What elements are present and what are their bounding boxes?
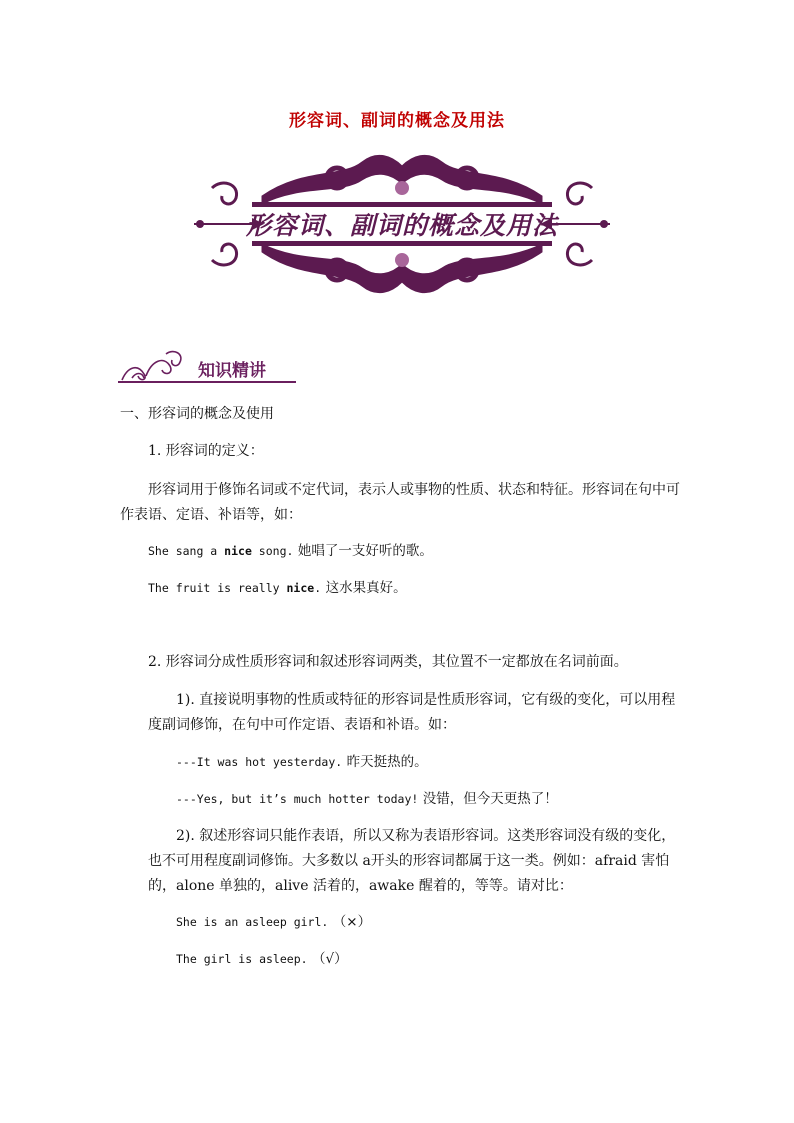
example-1-bold: nice: [224, 544, 252, 558]
dialog-2-english: ---Yes, but it’s much hotter today!: [176, 792, 419, 806]
subitem-1-line-2: 度副词修饰，在句中可作定语、表语和补语。如：: [148, 717, 456, 733]
example-2-translation: 这水果真好。: [325, 580, 407, 596]
dialog-line-1: [176, 755, 428, 769]
heading-adjective-concept: 一、形容词的概念及使用: [120, 406, 274, 422]
swirl-ornament-icon: [118, 346, 188, 384]
example-2-pre: The fruit is really: [148, 581, 287, 595]
example-2-post: .: [314, 581, 322, 595]
definition-line-2: 作表语、定语、补语等，如：: [120, 507, 302, 523]
example-1-translation: 她唱了一支好听的歌。: [297, 543, 433, 559]
item-adjective-types: 2. 形容词分成性质形容词和叙述形容词两类，其位置不一定都放在名词前面。: [148, 654, 628, 670]
wrong-mark: （×）: [332, 914, 372, 930]
dialog-1-english: ---It was hot yesterday.: [176, 755, 343, 769]
example-3-english: She is an asleep girl.: [176, 915, 329, 929]
dialog-1-translation: 昨天挺热的。: [346, 754, 428, 770]
subitem-2-line-3: 的，alone 单独的，alive 活着的，awake 醒着的，等等。请对比：: [148, 878, 573, 894]
subitem-2-line-1: 2). 叙述形容词只能作表语，所以又称为表语形容词。这类形容词没有级的变化，: [176, 828, 676, 844]
dialog-2-translation: 没错，但今天更热了！: [422, 791, 558, 807]
example-1-post: song.: [251, 544, 294, 558]
section-label: 知识精讲: [198, 361, 266, 381]
item-adjective-definition: 1. 形容词的定义：: [148, 443, 264, 459]
banner-text: 形容词、副词的概念及用法: [245, 211, 558, 240]
page-title: 形容词、副词的概念及用法: [289, 111, 505, 131]
dialog-line-2: [176, 792, 558, 806]
example-sentence-2: [148, 581, 407, 595]
example-correct: [176, 952, 348, 966]
example-4-english: The girl is asleep.: [176, 952, 308, 966]
title-banner: [192, 148, 612, 300]
example-2-bold: nice: [286, 581, 315, 595]
section-underline: [118, 381, 296, 383]
section-header: [118, 346, 298, 386]
example-1-pre: She sang a: [148, 544, 225, 558]
example-incorrect: [176, 915, 371, 929]
check-mark: （√）: [312, 951, 348, 967]
subitem-2-line-2: 也不可用程度副词修饰。大多数以 a开头的形容词都属于这一类。例如：afraid 害怕: [148, 853, 670, 869]
subitem-1-line-1: 1). 直接说明事物的性质或特征的形容词是性质形容词，它有级的变化，可以用程: [176, 692, 676, 708]
definition-line-1: 形容词用于修饰名词或不定代词，表示人或事物的性质、状态和特征。形容词在句中可: [148, 482, 680, 498]
example-sentence-1: [148, 544, 433, 558]
